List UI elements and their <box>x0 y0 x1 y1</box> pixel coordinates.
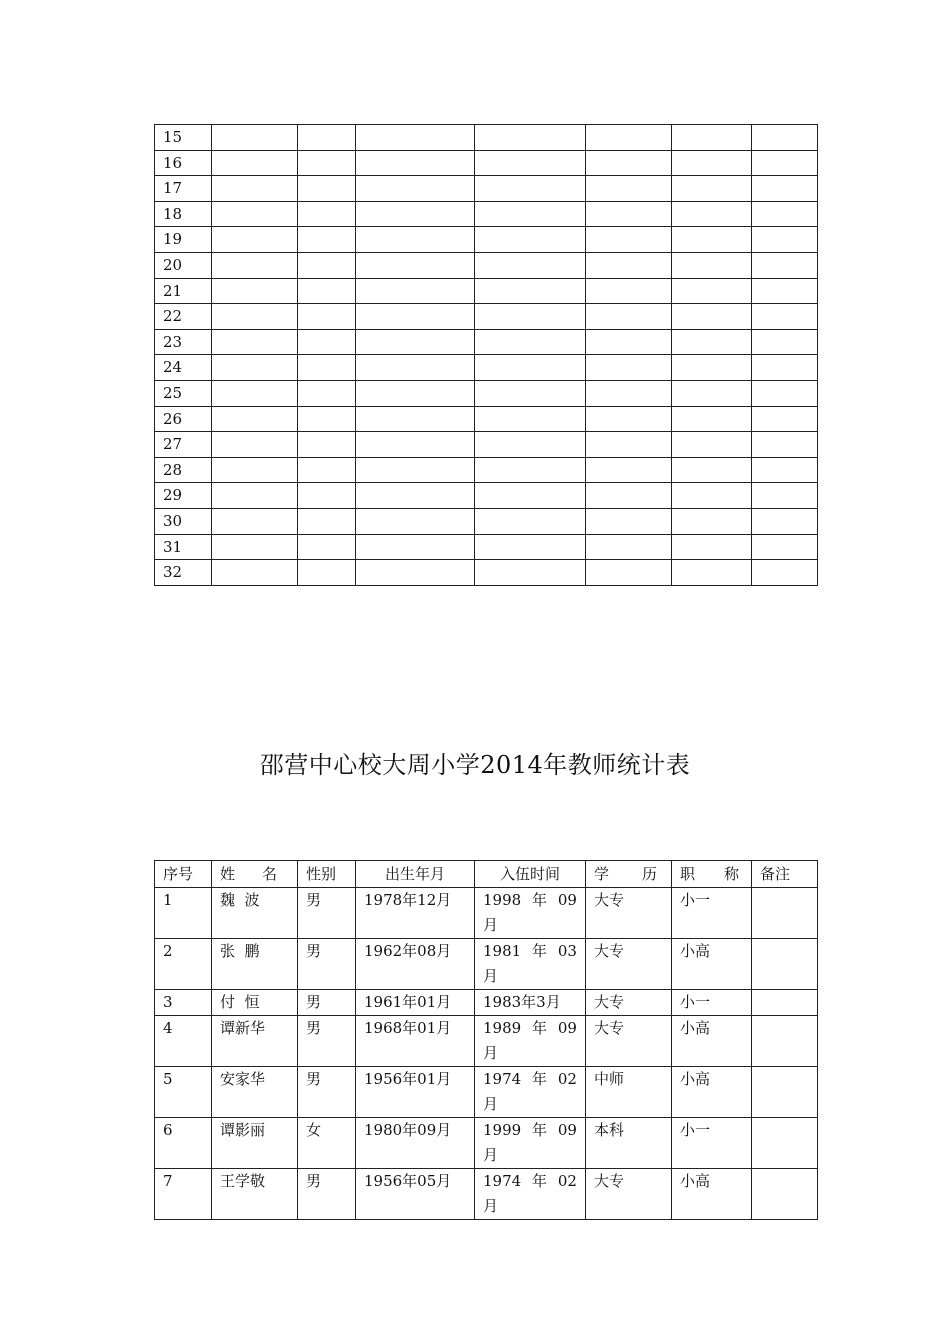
teacher-join-date: 1998 年 09 月 <box>475 888 586 939</box>
empty-cell <box>298 432 356 458</box>
empty-cell <box>752 227 818 253</box>
empty-cell <box>298 508 356 534</box>
teacher-no: 5 <box>155 1067 212 1118</box>
empty-cell <box>475 457 586 483</box>
empty-cell <box>586 380 672 406</box>
empty-cell <box>356 406 475 432</box>
page-title: 邵营中心校大周小学2014年教师统计表 <box>259 751 691 779</box>
empty-cell <box>298 227 356 253</box>
teacher-no: 7 <box>155 1169 212 1220</box>
teacher-education: 中师 <box>586 1067 672 1118</box>
teacher-row <box>155 990 818 1016</box>
empty-cell <box>212 534 298 560</box>
empty-cell <box>586 355 672 381</box>
table-row <box>155 227 818 253</box>
empty-cell <box>356 508 475 534</box>
table-row <box>155 380 818 406</box>
empty-cell <box>672 125 752 151</box>
empty-cell <box>356 201 475 227</box>
empty-cell <box>212 508 298 534</box>
empty-cell <box>475 125 586 151</box>
row-number: 19 <box>155 227 212 253</box>
table-header-row <box>155 861 818 888</box>
teacher-join-date: 1999 年 09 月 <box>475 1118 586 1169</box>
empty-cell <box>672 560 752 586</box>
empty-cell <box>586 406 672 432</box>
row-number: 26 <box>155 406 212 432</box>
table-row <box>155 355 818 381</box>
empty-cell <box>752 150 818 176</box>
teacher-birth: 1956年05月 <box>356 1169 475 1220</box>
table-row <box>155 304 818 330</box>
row-number: 17 <box>155 176 212 202</box>
empty-cell <box>212 176 298 202</box>
empty-cell <box>356 355 475 381</box>
teacher-note <box>752 888 818 939</box>
teacher-note <box>752 939 818 990</box>
empty-cell <box>586 508 672 534</box>
empty-cell <box>212 278 298 304</box>
table-row <box>155 432 818 458</box>
empty-cell <box>475 432 586 458</box>
empty-cell <box>672 355 752 381</box>
empty-cell <box>212 406 298 432</box>
empty-cell <box>298 252 356 278</box>
empty-cell <box>356 125 475 151</box>
table-row <box>155 534 818 560</box>
empty-cell <box>475 227 586 253</box>
header-note: 备注 <box>752 861 818 888</box>
teacher-education: 大专 <box>586 990 672 1016</box>
empty-cell <box>212 560 298 586</box>
empty-cell <box>672 406 752 432</box>
empty-cell <box>586 483 672 509</box>
teacher-education: 大专 <box>586 1016 672 1067</box>
teacher-name: 谭新华 <box>212 1016 298 1067</box>
empty-cell <box>672 278 752 304</box>
row-number: 15 <box>155 125 212 151</box>
empty-cell <box>356 380 475 406</box>
empty-cell <box>672 201 752 227</box>
teacher-row <box>155 1169 818 1220</box>
empty-cell <box>298 560 356 586</box>
teacher-education: 大专 <box>586 1169 672 1220</box>
teacher-title: 小高 <box>672 1067 752 1118</box>
table-row <box>155 508 818 534</box>
empty-cell <box>752 432 818 458</box>
empty-cell <box>356 457 475 483</box>
empty-cell <box>298 201 356 227</box>
teacher-no: 1 <box>155 888 212 939</box>
empty-cell <box>212 227 298 253</box>
row-number: 25 <box>155 380 212 406</box>
teacher-row <box>155 1016 818 1067</box>
empty-cell <box>298 457 356 483</box>
empty-cell <box>356 560 475 586</box>
empty-cell <box>752 380 818 406</box>
empty-cell <box>356 483 475 509</box>
empty-cell <box>475 278 586 304</box>
teacher-education: 大专 <box>586 939 672 990</box>
empty-cell <box>212 457 298 483</box>
table-row <box>155 252 818 278</box>
empty-cell <box>752 201 818 227</box>
teacher-birth: 1980年09月 <box>356 1118 475 1169</box>
empty-cell <box>672 457 752 483</box>
empty-cell <box>672 329 752 355</box>
empty-cell <box>752 508 818 534</box>
empty-cell <box>475 406 586 432</box>
empty-cell <box>475 150 586 176</box>
row-number: 20 <box>155 252 212 278</box>
teacher-name: 魏 波 <box>212 888 298 939</box>
teacher-no: 3 <box>155 990 212 1016</box>
teacher-title: 小一 <box>672 1118 752 1169</box>
empty-cell <box>752 406 818 432</box>
empty-cell <box>752 457 818 483</box>
row-number: 16 <box>155 150 212 176</box>
table-row <box>155 125 818 151</box>
teacher-birth: 1968年01月 <box>356 1016 475 1067</box>
empty-cell <box>586 176 672 202</box>
empty-cell <box>752 125 818 151</box>
empty-cell <box>586 560 672 586</box>
table-row <box>155 560 818 586</box>
empty-cell <box>475 508 586 534</box>
empty-cell <box>475 355 586 381</box>
empty-cell <box>298 150 356 176</box>
empty-cell <box>586 278 672 304</box>
teacher-title: 小高 <box>672 1169 752 1220</box>
header-birth: 出生年月 <box>356 861 475 888</box>
teacher-row <box>155 888 818 939</box>
table-row <box>155 201 818 227</box>
empty-cell <box>672 227 752 253</box>
teacher-note <box>752 1016 818 1067</box>
teacher-join-date: 1989 年 09 月 <box>475 1016 586 1067</box>
row-number: 32 <box>155 560 212 586</box>
table-row <box>155 406 818 432</box>
empty-cell <box>752 329 818 355</box>
empty-cell <box>356 432 475 458</box>
teacher-title: 小高 <box>672 1016 752 1067</box>
teacher-education: 大专 <box>586 888 672 939</box>
teacher-name: 安家华 <box>212 1067 298 1118</box>
empty-cell <box>356 278 475 304</box>
empty-cell <box>356 227 475 253</box>
table-row <box>155 278 818 304</box>
empty-cell <box>586 150 672 176</box>
empty-cell <box>212 432 298 458</box>
empty-cell <box>212 125 298 151</box>
empty-cell <box>475 534 586 560</box>
teacher-no: 2 <box>155 939 212 990</box>
empty-cell <box>586 534 672 560</box>
empty-cell <box>298 355 356 381</box>
empty-cell <box>752 560 818 586</box>
empty-cell <box>586 432 672 458</box>
empty-cell <box>586 304 672 330</box>
empty-cell <box>298 329 356 355</box>
teacher-gender: 男 <box>298 1169 356 1220</box>
empty-cell <box>298 176 356 202</box>
empty-cell <box>298 483 356 509</box>
empty-cell <box>672 304 752 330</box>
empty-cell <box>212 329 298 355</box>
teacher-birth: 1961年01月 <box>356 990 475 1016</box>
empty-cell <box>298 406 356 432</box>
empty-cell <box>212 201 298 227</box>
empty-cell <box>356 534 475 560</box>
empty-cell <box>298 125 356 151</box>
teacher-gender: 男 <box>298 1067 356 1118</box>
header-education: 学 历 <box>586 861 672 888</box>
empty-cell <box>475 201 586 227</box>
header-no: 序号 <box>155 861 212 888</box>
teacher-join-date: 1981 年 03 月 <box>475 939 586 990</box>
empty-cell <box>475 380 586 406</box>
row-number: 23 <box>155 329 212 355</box>
teacher-note <box>752 1118 818 1169</box>
teacher-gender: 男 <box>298 939 356 990</box>
empty-cell <box>752 278 818 304</box>
table-row <box>155 457 818 483</box>
empty-cell <box>752 355 818 381</box>
teacher-birth: 1956年01月 <box>356 1067 475 1118</box>
empty-cell <box>586 227 672 253</box>
header-join: 入伍时间 <box>475 861 586 888</box>
empty-cell <box>356 304 475 330</box>
teacher-gender: 男 <box>298 888 356 939</box>
teacher-name: 谭影丽 <box>212 1118 298 1169</box>
row-number: 29 <box>155 483 212 509</box>
table-row <box>155 483 818 509</box>
table-row <box>155 176 818 202</box>
teacher-no: 4 <box>155 1016 212 1067</box>
teacher-gender: 男 <box>298 990 356 1016</box>
empty-cell <box>752 176 818 202</box>
teacher-row <box>155 1118 818 1169</box>
teacher-join-date: 1974 年 02 月 <box>475 1067 586 1118</box>
empty-cell <box>212 252 298 278</box>
empty-cell <box>672 176 752 202</box>
teacher-gender: 男 <box>298 1016 356 1067</box>
empty-cell <box>475 176 586 202</box>
empty-cell <box>672 150 752 176</box>
empty-cell <box>356 329 475 355</box>
header-gender: 性别 <box>298 861 356 888</box>
empty-cell <box>298 304 356 330</box>
row-number: 31 <box>155 534 212 560</box>
empty-cell <box>672 534 752 560</box>
row-number: 22 <box>155 304 212 330</box>
empty-cell <box>356 252 475 278</box>
teacher-join-date: 1974 年 02 月 <box>475 1169 586 1220</box>
teacher-statistics-table <box>154 860 818 1220</box>
empty-cell <box>356 150 475 176</box>
empty-cell <box>586 201 672 227</box>
teacher-row <box>155 1067 818 1118</box>
empty-cell <box>298 380 356 406</box>
teacher-title: 小一 <box>672 990 752 1016</box>
empty-cell <box>475 560 586 586</box>
empty-cell <box>752 304 818 330</box>
empty-cell <box>586 457 672 483</box>
empty-cell <box>672 252 752 278</box>
empty-cell <box>672 508 752 534</box>
empty-cell <box>586 125 672 151</box>
empty-cell <box>212 304 298 330</box>
teacher-name: 张 鹏 <box>212 939 298 990</box>
table-row <box>155 329 818 355</box>
empty-cell <box>475 252 586 278</box>
empty-cell <box>752 534 818 560</box>
teacher-note <box>752 1169 818 1220</box>
empty-cell <box>752 252 818 278</box>
row-number: 24 <box>155 355 212 381</box>
empty-cell <box>356 176 475 202</box>
empty-cell <box>586 329 672 355</box>
teacher-row <box>155 939 818 990</box>
teacher-title: 小高 <box>672 939 752 990</box>
empty-cell <box>752 483 818 509</box>
empty-cell <box>298 278 356 304</box>
header-name: 姓 名 <box>212 861 298 888</box>
empty-cell <box>212 380 298 406</box>
teacher-title: 小一 <box>672 888 752 939</box>
teacher-birth: 1962年08月 <box>356 939 475 990</box>
empty-cell <box>586 252 672 278</box>
row-number: 21 <box>155 278 212 304</box>
row-number: 28 <box>155 457 212 483</box>
empty-cell <box>212 483 298 509</box>
header-title: 职 称 <box>672 861 752 888</box>
empty-cell <box>475 483 586 509</box>
empty-cell <box>672 483 752 509</box>
teacher-note <box>752 990 818 1016</box>
table-row <box>155 150 818 176</box>
teacher-note <box>752 1067 818 1118</box>
teacher-education: 本科 <box>586 1118 672 1169</box>
teacher-birth: 1978年12月 <box>356 888 475 939</box>
teacher-no: 6 <box>155 1118 212 1169</box>
blank-roster-table <box>154 124 818 586</box>
empty-cell <box>475 329 586 355</box>
teacher-name: 付 恒 <box>212 990 298 1016</box>
teacher-join-date: 1983年3月 <box>475 990 586 1016</box>
empty-cell <box>212 150 298 176</box>
empty-cell <box>212 355 298 381</box>
row-number: 30 <box>155 508 212 534</box>
empty-cell <box>672 432 752 458</box>
teacher-gender: 女 <box>298 1118 356 1169</box>
row-number: 18 <box>155 201 212 227</box>
empty-cell <box>475 304 586 330</box>
empty-cell <box>672 380 752 406</box>
teacher-name: 王学敬 <box>212 1169 298 1220</box>
empty-cell <box>298 534 356 560</box>
row-number: 27 <box>155 432 212 458</box>
